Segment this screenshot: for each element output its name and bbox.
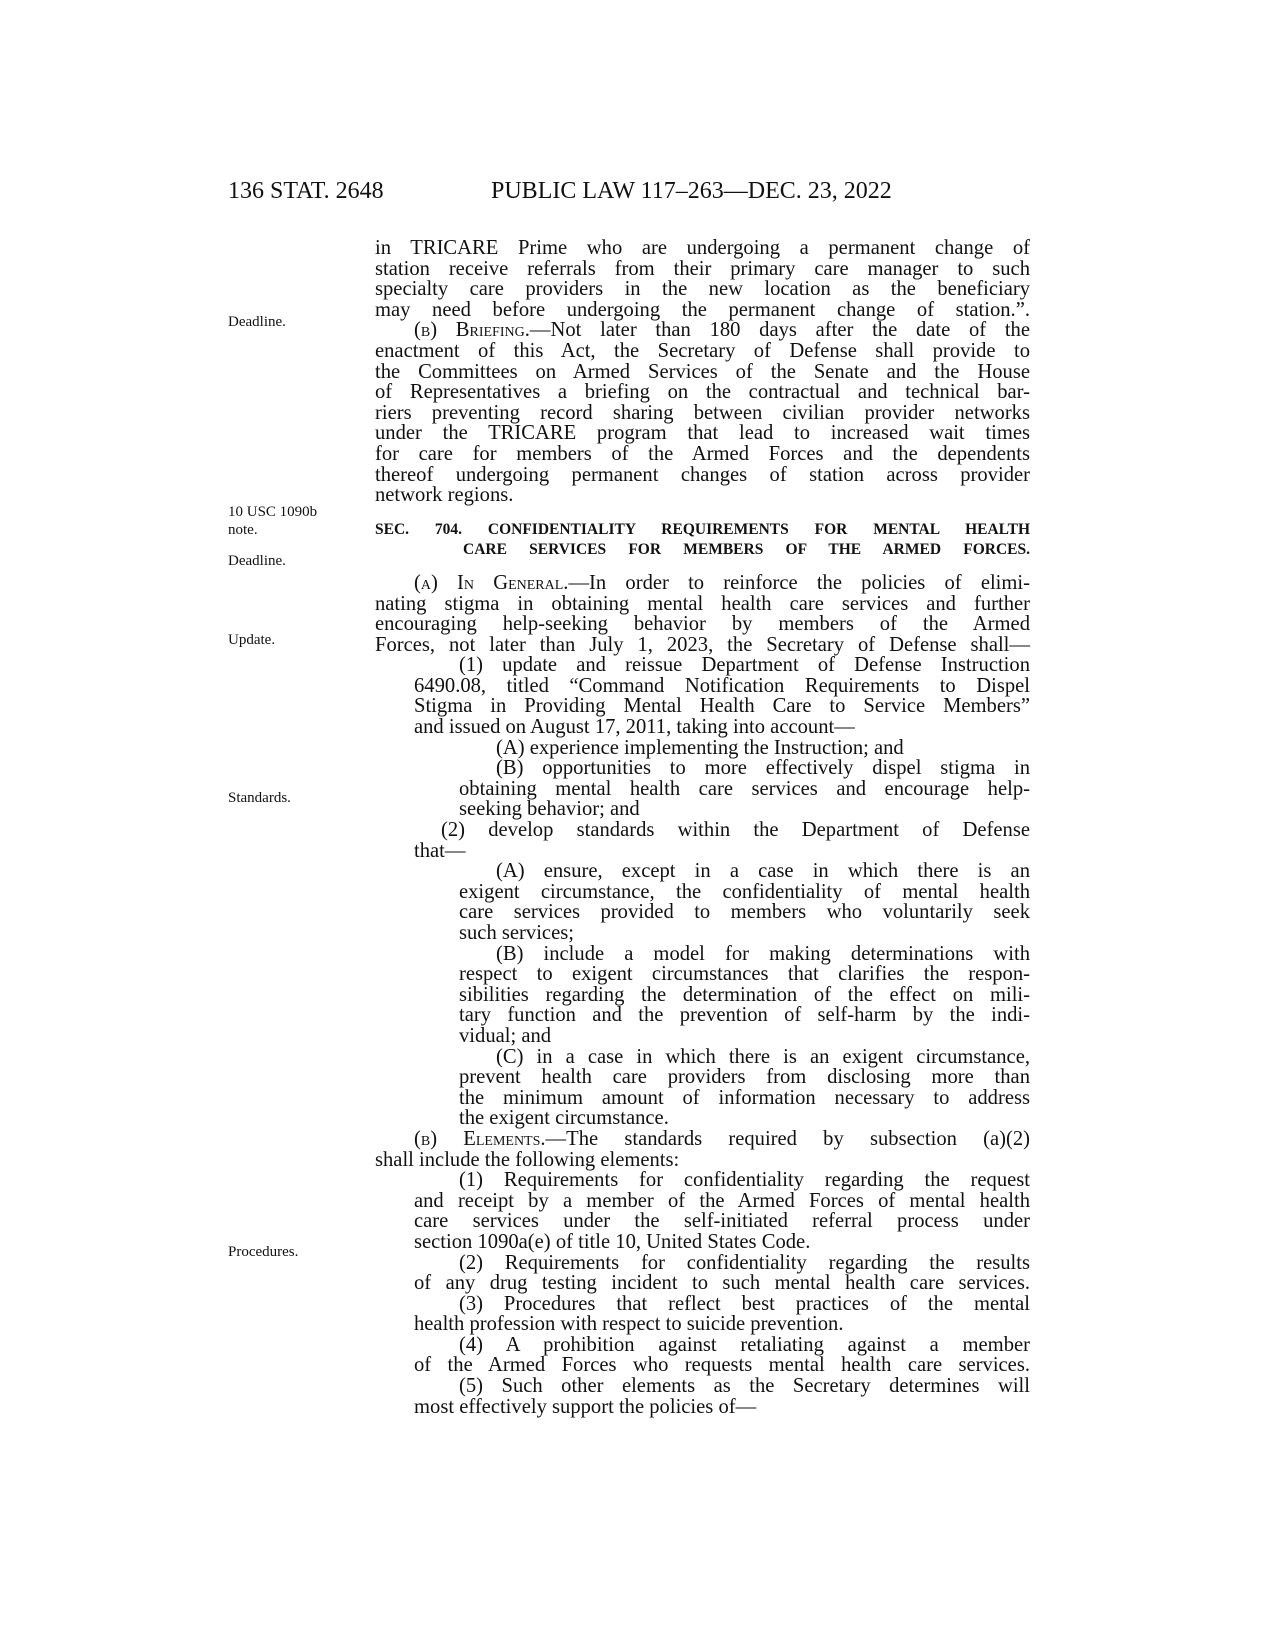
text-line: most effectively support the policies of— (414, 1395, 757, 1418)
statute-page-number: 136 STAT. 2648 (228, 178, 384, 204)
text-line: and issued on August 17, 2011, taking into account— (414, 716, 855, 739)
text-line: the Committees on Armed Services of the Senate and the House (375, 360, 1030, 383)
public-law-title: PUBLIC LAW 117–263—DEC. 23, 2022 (491, 178, 892, 204)
section-title-line: CARE SERVICES FOR MEMBERS OF THE ARMED FORCES. (463, 541, 1030, 559)
subsection-b-elements (375, 1129, 1030, 1417)
margin-note-deadline-2: Deadline. (228, 553, 286, 569)
text-line: (B) opportunities to more effectively dispel stigma in (496, 757, 1030, 780)
subsection-b-briefing (375, 320, 1030, 505)
page-body (375, 238, 1030, 1417)
text-line: (1) Requirements for confidentiality regarding the request (459, 1169, 1030, 1192)
text-line: encouraging help-seeking behavior by members of the Armed (375, 613, 1030, 636)
text-run: —Not later than 180 days after the date of the (529, 319, 1030, 342)
text-line: and receipt by a member of the Armed Forces of mental health (414, 1189, 1030, 1212)
text-line: prevent health care providers from disclosing more than (459, 1066, 1030, 1089)
text-line: health profession with respect to suicide prevention. (414, 1313, 844, 1336)
margin-note-standards: Standards. (228, 790, 291, 806)
subsection-heading: (b) Elements. (414, 1127, 546, 1150)
margin-note-update: Update. (228, 632, 276, 648)
text-line: of the Armed Forces who requests mental health care services. (414, 1354, 1030, 1377)
text-line: of any drug testing incident to such mental health care services. (414, 1272, 1030, 1295)
text-run: —The standards required by subsection (a)(2) (545, 1127, 1030, 1150)
text-line: respect to exigent circumstances that clarifies the respon- (459, 963, 1030, 986)
subsection-a-in-general (375, 573, 1030, 1129)
text-line: Stigma in Providing Mental Health Care to Service Members” (414, 695, 1030, 718)
text-line: sibilities regarding the determination of the effect on mili- (459, 983, 1030, 1006)
text-line: section 1090a(e) of title 10, United States Code. (414, 1230, 811, 1253)
text-line: exigent circumstance, the confidentiality of mental health (459, 880, 1030, 903)
subsection-heading: (b) Briefing. (414, 319, 530, 342)
margin-note-usc: 10 USC 1090b (228, 504, 318, 520)
text-line: 6490.08, titled “Command Notification Requirements to Dispel (414, 674, 1030, 697)
text-line: (2) Requirements for confidentiality regarding the results (459, 1251, 1030, 1274)
text-line: (A) experience implementing the Instruction; and (496, 736, 904, 759)
text-line: (A) ensure, except in a case in which there is an (496, 860, 1030, 883)
text-line: for care for members of the Armed Forces and the dependents (375, 442, 1030, 465)
text-line: (4) A prohibition against retaliating against a member (459, 1333, 1030, 1356)
section-heading (375, 520, 1030, 561)
text-line: such services; (459, 922, 574, 944)
text-run: —In order to reinforce the policies of elimi- (568, 571, 1030, 594)
section-title-line: SEC. 704. CONFIDENTIALITY REQUIREMENTS FOR MENTAL HEALTH (375, 520, 1030, 538)
text-line: riers preventing record sharing between civilian provider networks (375, 401, 1030, 424)
text-line: thereof undergoing permanent changes of station across provider (375, 463, 1030, 486)
text-line: vidual; and (459, 1024, 552, 1047)
text-line (375, 1129, 1030, 1150)
text-line: seeking behavior; and (459, 798, 640, 821)
text-line (375, 573, 1030, 594)
text-line: (3) Procedures that reflect best practices of the mental (459, 1292, 1030, 1315)
text-line: (5) Such other elements as the Secretary determines will (459, 1375, 1030, 1398)
text-line: (2) develop standards within the Department of Defense (441, 819, 1030, 842)
margin-note-usc-note: note. (228, 522, 258, 538)
text-line: station receive referrals from their primary care manager to such (375, 257, 1030, 280)
text-line: (1) update and reissue Department of Defense Instruction (459, 654, 1030, 677)
text-line: tary function and the prevention of self-harm by the indi- (459, 1004, 1030, 1027)
text-line: in TRICARE Prime who are undergoing a permanent change of (375, 237, 1030, 259)
text-line: may need before undergoing the permanent change of station.”. (375, 298, 1030, 321)
text-line: care services provided to members who voluntarily seek (459, 901, 1030, 924)
text-line: Forces, not later than July 1, 2023, the Secretary of Defense shall— (375, 633, 1030, 656)
paragraph-tricare-continuation (375, 238, 1030, 320)
text-line: obtaining mental health care services and encourage help- (459, 777, 1030, 800)
text-line (375, 320, 1030, 341)
subsection-heading: (a) In General. (414, 571, 569, 594)
text-line: shall include the following elements: (375, 1148, 680, 1171)
text-line: care services under the self-initiated referral process under (414, 1210, 1030, 1233)
text-line: the exigent circumstance. (459, 1107, 669, 1130)
text-line: enactment of this Act, the Secretary of Defense shall provide to (375, 339, 1030, 362)
text-line: under the TRICARE program that lead to increased wait times (375, 422, 1030, 445)
text-line: network regions. (375, 484, 514, 507)
text-line: the minimum amount of information necessary to address (459, 1086, 1030, 1109)
text-line: nating stigma in obtaining mental health care services and further (375, 592, 1030, 615)
margin-note-procedures: Procedures. (228, 1244, 299, 1260)
text-line: (B) include a model for making determinations with (496, 942, 1030, 965)
text-line: of Representatives a briefing on the contractual and technical bar- (375, 381, 1030, 404)
text-line: (C) in a case in which there is an exigent circumstance, (496, 1045, 1030, 1068)
text-line: that— (414, 839, 466, 862)
text-line: specialty care providers in the new location as the beneficiary (375, 278, 1030, 301)
page-header (0, 178, 1275, 218)
margin-note-deadline-1: Deadline. (228, 314, 286, 330)
